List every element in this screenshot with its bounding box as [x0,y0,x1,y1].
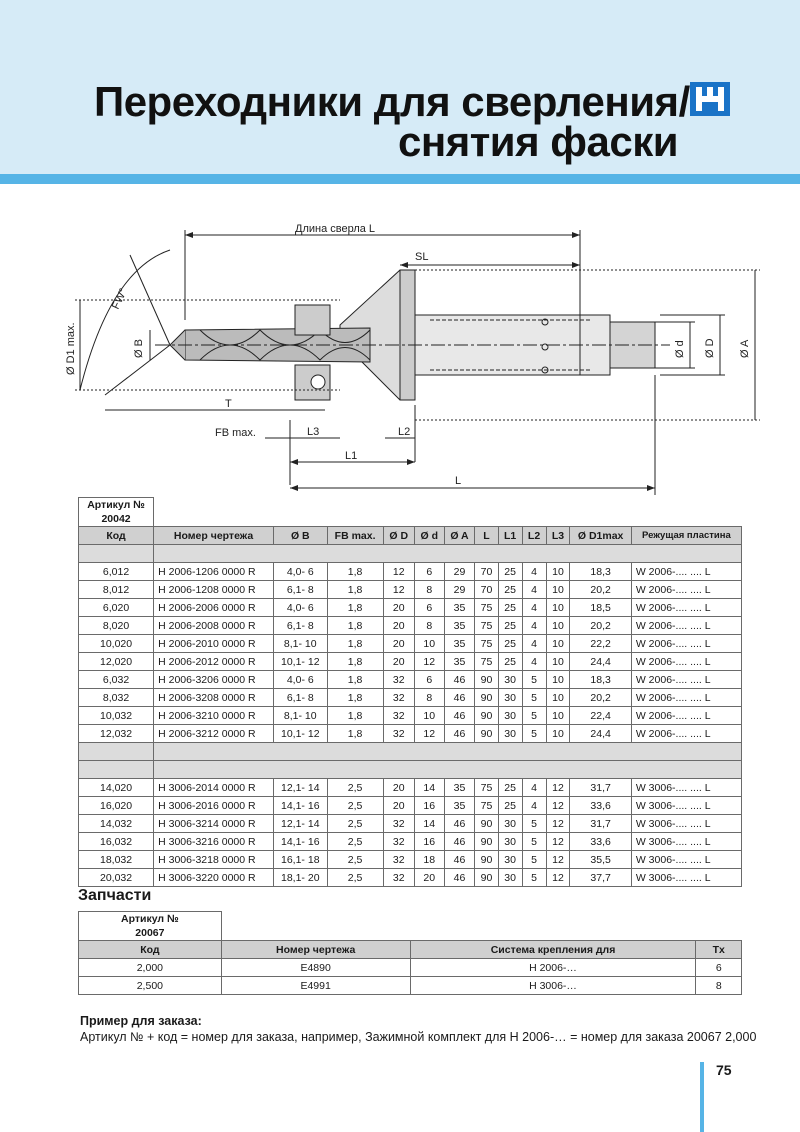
table-cell: 25 [498,581,522,599]
table-cell: 30 [498,833,522,851]
table-cell: 16 [414,833,444,851]
table-cell: 22,2 [570,635,631,653]
table-cell: 24,4 [570,653,631,671]
table-cell: H 2006-2006 0000 R [154,599,274,617]
table-cell: H 3006-3214 0000 R [154,815,274,833]
table-cell: 16,020 [79,797,154,815]
table-cell: 14,032 [79,815,154,833]
table-cell: 6,1- 8 [274,689,328,707]
table-cell: 8,012 [79,581,154,599]
table-cell: 35 [444,635,475,653]
column-header: Режущая пластина [631,527,741,545]
table-cell: 25 [498,635,522,653]
table-cell: 2,5 [327,797,383,815]
column-header: Ø B [274,527,328,545]
table-cell: 5 [522,851,546,869]
table-cell: W 3006-.... .... L [631,851,741,869]
table-cell: 6 [414,671,444,689]
table-row [79,707,742,725]
table-cell: 20 [383,653,414,671]
table-cell: 20,2 [570,689,631,707]
page-title-line1: Переходники для сверления/ [94,78,690,125]
table-cell: W 2006-.... .... L [631,635,741,653]
table-row [79,617,742,635]
table-cell: H 2006-3208 0000 R [154,689,274,707]
table-row [79,725,742,743]
table-cell: 10,1- 12 [274,725,328,743]
table-cell: 10 [546,599,570,617]
table-cell: 25 [498,599,522,617]
spare-row [79,959,742,977]
table-cell: H 2006-2010 0000 R [154,635,274,653]
article-label: Артикул № [87,499,145,511]
header-accent-line [0,174,800,184]
table-cell: 5 [522,707,546,725]
spare-cell: 2,500 [79,977,222,995]
table-cell: W 3006-.... .... L [631,833,741,851]
table-cell: 6 [414,599,444,617]
table-cell: 16,032 [79,833,154,851]
table-cell: 46 [444,689,475,707]
table-cell: 20,032 [79,869,154,887]
spare-cell: 6 [696,959,742,977]
table-cell: 10 [546,671,570,689]
column-header: L3 [546,527,570,545]
table-cell: 10 [546,563,570,581]
table-cell: 20 [383,779,414,797]
table-row [79,869,742,887]
table-cell: H 2006-2012 0000 R [154,653,274,671]
table-cell: 30 [498,869,522,887]
table-cell: 6,1- 8 [274,617,328,635]
label-l2: L2 [398,426,411,438]
table-cell: W 2006-.... .... L [631,617,741,635]
table-cell: 4,0- 6 [274,671,328,689]
table-cell: 75 [475,653,498,671]
table-cell: 35 [444,797,475,815]
table-cell: W 2006-.... .... L [631,671,741,689]
table-cell: 12,1- 14 [274,815,328,833]
table-cell: 12 [546,851,570,869]
table-cell: H 2006-2008 0000 R [154,617,274,635]
table-cell: 4 [522,635,546,653]
table-cell: 70 [475,581,498,599]
table-row [79,563,742,581]
table-cell: 25 [498,779,522,797]
table-cell: 25 [498,653,522,671]
table-row [79,599,742,617]
table-cell: 12 [414,725,444,743]
table-row [79,851,742,869]
table-cell: 75 [475,617,498,635]
table-cell: 1,8 [327,671,383,689]
table-cell: 10 [414,707,444,725]
table-cell: 10 [546,635,570,653]
table-cell: 32 [383,833,414,851]
table-cell: 75 [475,797,498,815]
table-cell: W 2006-.... .... L [631,563,741,581]
spare-header-row [79,941,742,959]
table-cell: 14 [414,779,444,797]
table-cell: 1,8 [327,635,383,653]
table-cell: 8,020 [79,617,154,635]
table-cell: 1,8 [327,689,383,707]
table-cell: 4 [522,797,546,815]
table-cell: W 3006-.... .... L [631,779,741,797]
table-cell: 8 [414,689,444,707]
table-cell: 12 [546,869,570,887]
spare-parts-table [78,911,742,995]
column-header: L2 [522,527,546,545]
table-cell: 30 [498,671,522,689]
table-cell: 32 [383,725,414,743]
table-cell: 32 [383,851,414,869]
table-cell: 90 [475,833,498,851]
table-cell: 4 [522,581,546,599]
table-cell: 4,0- 6 [274,563,328,581]
table-row [79,797,742,815]
main-spec-table [78,497,742,887]
article-number: 20042 [101,513,131,525]
spare-cell: E4890 [221,959,410,977]
table-cell: W 3006-.... .... L [631,815,741,833]
table-cell: H 3006-2014 0000 R [154,779,274,797]
table-cell: 2,5 [327,815,383,833]
page-number: 75 [716,1062,732,1078]
table-cell: 6 [414,563,444,581]
column-header: Код [79,527,154,545]
table-cell: H 3006-3216 0000 R [154,833,274,851]
table-cell: 16,1- 18 [274,851,328,869]
spare-column-header: Номер чертежа [221,941,410,959]
table-cell: 5 [522,815,546,833]
table-cell: 12,1- 14 [274,779,328,797]
spare-column-header: Код [79,941,222,959]
table-cell: 6,012 [79,563,154,581]
table-cell: 90 [475,725,498,743]
table-cell: 12,032 [79,725,154,743]
table-cell: 8 [414,617,444,635]
table-cell: 18,3 [570,671,631,689]
table-cell: 8 [414,581,444,599]
table-cell: 35 [444,617,475,635]
spare-column-header: Система крепления для [410,941,696,959]
table-cell: 30 [498,725,522,743]
column-header: Ø d [414,527,444,545]
table-cell: 90 [475,689,498,707]
table-cell: 25 [498,797,522,815]
table-cell: 5 [522,833,546,851]
table-cell: 12 [383,581,414,599]
table-cell: 10,020 [79,635,154,653]
table-row [79,815,742,833]
table-cell: 46 [444,851,475,869]
spare-article-label: Артикул № [121,913,179,925]
table-cell: 46 [444,725,475,743]
table-cell: 46 [444,707,475,725]
table-cell: 35 [444,653,475,671]
table-cell: H 3006-2016 0000 R [154,797,274,815]
table-cell: 5 [522,725,546,743]
table-cell: 90 [475,851,498,869]
table-cell: 29 [444,563,475,581]
spare-cell: H 2006-… [410,959,696,977]
table-cell: 14,1- 16 [274,797,328,815]
table-header-row [79,527,742,545]
table-cell: 70 [475,563,498,581]
table-cell: 6,032 [79,671,154,689]
table-cell: W 2006-.... .... L [631,599,741,617]
spare-column-header: Tx [696,941,742,959]
group-separator-row [79,743,742,761]
table-cell: 4,0- 6 [274,599,328,617]
table-cell: H 2006-3206 0000 R [154,671,274,689]
table-cell: 35 [444,599,475,617]
table-cell: 22,4 [570,707,631,725]
table-cell: 33,6 [570,797,631,815]
table-cell: 30 [498,851,522,869]
table-cell: 4 [522,563,546,581]
spare-article-number: 20067 [135,927,165,939]
table-cell: 10 [546,653,570,671]
group-separator-row [79,545,742,563]
table-cell: 10 [546,581,570,599]
table-cell: 1,8 [327,725,383,743]
order-example-title: Пример для заказа: [80,1014,202,1028]
table-cell: 46 [444,671,475,689]
table-cell: 1,8 [327,563,383,581]
technical-drawing [65,210,770,500]
table-cell: 20 [383,635,414,653]
table-cell: 75 [475,635,498,653]
table-cell: H 2006-3212 0000 R [154,725,274,743]
table-cell: 30 [498,815,522,833]
column-header: Номер чертежа [154,527,274,545]
table-cell: 1,8 [327,653,383,671]
table-cell: 32 [383,671,414,689]
table-cell: 10 [414,635,444,653]
spare-parts-title: Запчасти [78,887,152,904]
label-l: L [455,475,462,487]
spare-cell: 8 [696,977,742,995]
table-cell: 31,7 [570,815,631,833]
table-cell: 30 [498,689,522,707]
order-example-text: Артикул № + код = номер для заказа, например, Зажимной комплект для H 2006-… = номер для заказа 20067 2,000 [80,1030,757,1044]
table-row [79,635,742,653]
table-cell: 20 [383,617,414,635]
brand-logo-icon [690,82,730,116]
table-cell: 5 [522,689,546,707]
label-drill-length: Длина сверла L [295,223,376,235]
table-cell: 46 [444,815,475,833]
table-cell: 18,5 [570,599,631,617]
table-cell: 8,032 [79,689,154,707]
table-cell: 10 [546,707,570,725]
table-cell: 29 [444,581,475,599]
table-cell: 12 [546,833,570,851]
spare-cell: 2,000 [79,959,222,977]
table-cell: H 3006-3218 0000 R [154,851,274,869]
article-cell [79,498,154,527]
page-title-line2: снятия фаски [398,118,679,165]
table-cell: 33,6 [570,833,631,851]
table-cell: W 2006-.... .... L [631,689,741,707]
table-cell: 90 [475,869,498,887]
table-cell: 12,020 [79,653,154,671]
table-cell: 1,8 [327,599,383,617]
column-header: Ø D1max [570,527,631,545]
table-cell: 14,020 [79,779,154,797]
label-fw: FW° [109,286,130,312]
spare-article-cell [79,912,222,941]
table-cell: W 2006-.... .... L [631,725,741,743]
table-cell: 8,1- 10 [274,707,328,725]
page-number-bar [700,1062,704,1132]
table-cell: 5 [522,671,546,689]
table-cell: 20,2 [570,617,631,635]
table-cell: 2,5 [327,833,383,851]
table-row [79,653,742,671]
label-a: Ø A [739,339,751,358]
column-header: L [475,527,498,545]
table-cell: 4 [522,653,546,671]
table-cell: 18,3 [570,563,631,581]
table-cell: 32 [383,869,414,887]
table-cell: 32 [383,707,414,725]
table-cell: 6,020 [79,599,154,617]
table-row [79,671,742,689]
table-cell: 6,1- 8 [274,581,328,599]
table-cell: 46 [444,869,475,887]
table-cell: 20 [383,599,414,617]
table-cell: 14,1- 16 [274,833,328,851]
table-cell: 4 [522,599,546,617]
label-b: Ø B [133,339,145,358]
spare-cell: E4991 [221,977,410,995]
table-cell: 32 [383,689,414,707]
table-cell: H 2006-3210 0000 R [154,707,274,725]
table-cell: W 2006-.... .... L [631,707,741,725]
label-fb-max: FB max. [215,427,256,439]
table-cell: 12 [546,815,570,833]
table-cell: 37,7 [570,869,631,887]
column-header: L1 [498,527,522,545]
label-sl: SL [415,251,429,263]
table-cell: 1,8 [327,617,383,635]
table-cell: 2,5 [327,869,383,887]
table-cell: 10 [546,725,570,743]
spare-row [79,977,742,995]
table-cell: 18 [414,851,444,869]
table-cell: 25 [498,617,522,635]
column-header: Ø D [383,527,414,545]
table-cell: 5 [522,869,546,887]
label-l1: L1 [345,450,358,462]
table-cell: 10,032 [79,707,154,725]
table-cell: 16 [414,797,444,815]
table-cell: 90 [475,671,498,689]
table-cell: 32 [383,815,414,833]
table-cell: 14 [414,815,444,833]
table-cell: 31,7 [570,779,631,797]
table-cell: 18,1- 20 [274,869,328,887]
spare-cell: H 3006-… [410,977,696,995]
table-cell: H 2006-1206 0000 R [154,563,274,581]
table-cell: 46 [444,833,475,851]
label-d-small: Ø d [674,340,686,358]
table-cell: 4 [522,779,546,797]
table-cell: 12 [546,779,570,797]
table-cell: 18,032 [79,851,154,869]
table-cell: 75 [475,779,498,797]
table-cell: H 3006-3220 0000 R [154,869,274,887]
group-separator-row [79,761,742,779]
table-cell: 12 [546,797,570,815]
table-cell: 30 [498,707,522,725]
table-cell: H 2006-1208 0000 R [154,581,274,599]
table-cell: 90 [475,707,498,725]
label-d1max: Ø D1 max. [65,322,77,375]
table-cell: 90 [475,815,498,833]
table-cell: 20 [383,797,414,815]
table-cell: 25 [498,563,522,581]
column-header: FB max. [327,527,383,545]
table-cell: W 3006-.... .... L [631,869,741,887]
table-cell: 12 [383,563,414,581]
table-row [79,833,742,851]
table-cell: 1,8 [327,707,383,725]
label-l3: L3 [307,426,320,438]
label-t: T [225,398,232,410]
table-cell: 1,8 [327,581,383,599]
table-row [79,689,742,707]
table-row [79,779,742,797]
table-cell: 20 [414,869,444,887]
table-cell: 12 [414,653,444,671]
table-cell: 4 [522,617,546,635]
column-header: Ø A [444,527,475,545]
table-cell: 10 [546,689,570,707]
table-cell: 2,5 [327,779,383,797]
table-cell: 35 [444,779,475,797]
table-cell: 75 [475,599,498,617]
table-cell: 8,1- 10 [274,635,328,653]
table-cell: 35,5 [570,851,631,869]
table-cell: 2,5 [327,851,383,869]
table-cell: W 2006-.... .... L [631,653,741,671]
table-cell: 24,4 [570,725,631,743]
table-cell: 10 [546,617,570,635]
table-row [79,581,742,599]
label-d-big: Ø D [704,338,716,358]
table-cell: W 3006-.... .... L [631,797,741,815]
table-cell: 10,1- 12 [274,653,328,671]
table-cell: 20,2 [570,581,631,599]
table-cell: W 2006-.... .... L [631,581,741,599]
